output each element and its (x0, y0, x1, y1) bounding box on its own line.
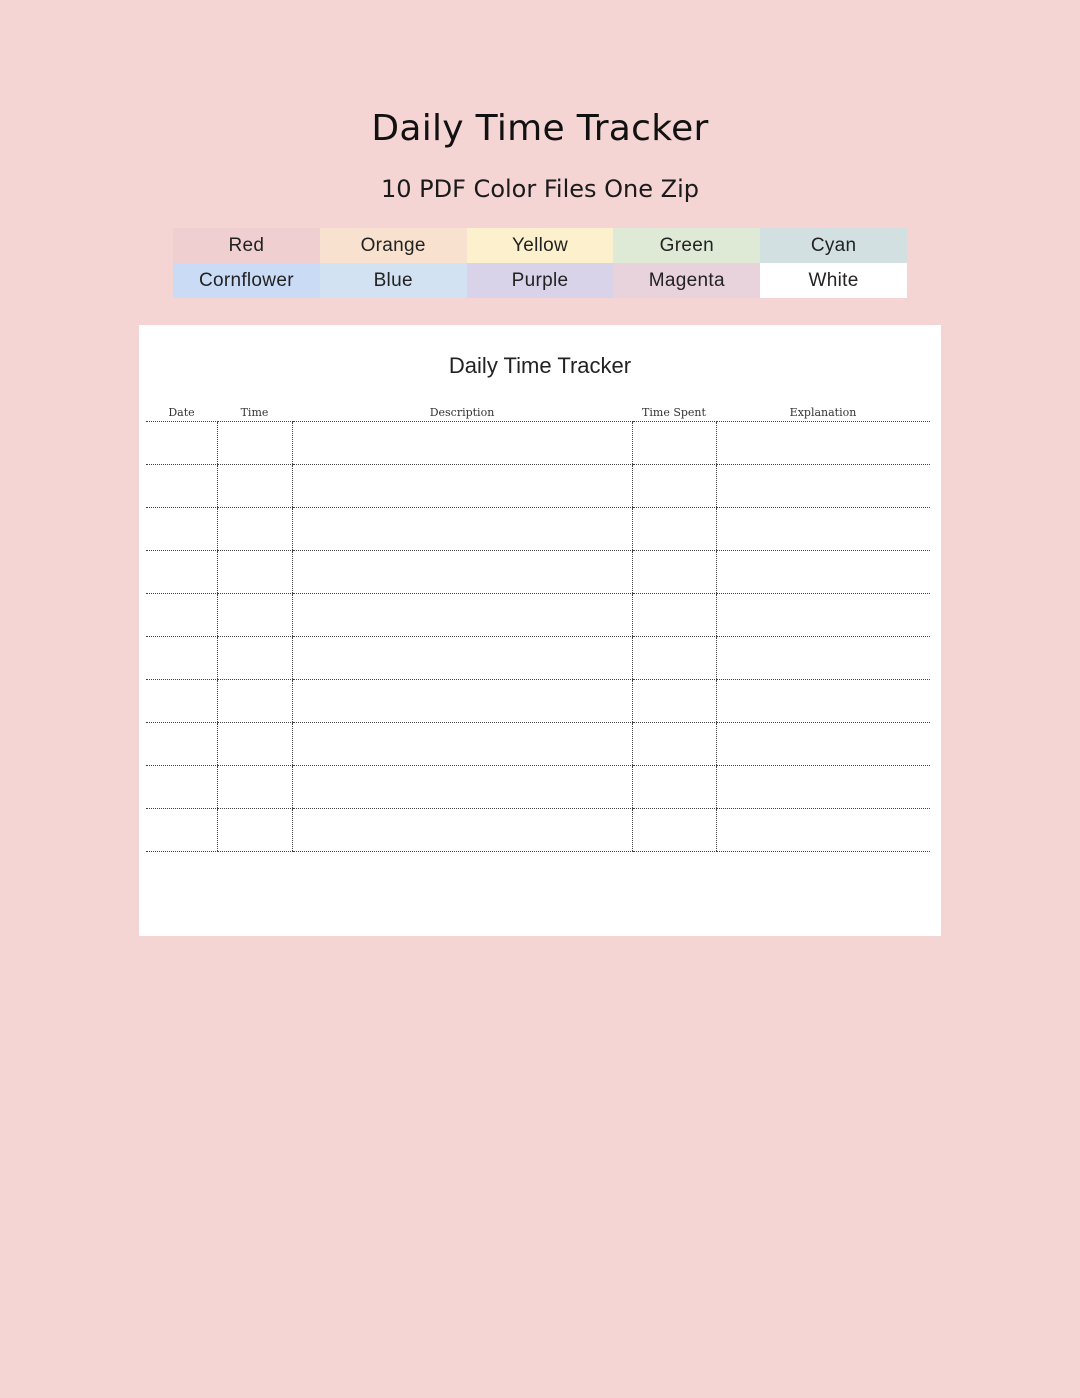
table-cell-time (217, 637, 292, 680)
table-cell-description (292, 809, 632, 852)
table-cell-description (292, 594, 632, 637)
color-swatch-grid (173, 228, 907, 298)
column-header-time-spent: Time Spent (632, 399, 716, 422)
table-cell-description (292, 508, 632, 551)
swatch-purple: Purple (467, 263, 614, 298)
swatch-red: Red (173, 228, 320, 263)
table-cell-time (217, 465, 292, 508)
table-cell-date (146, 809, 217, 852)
table-cell-time (217, 594, 292, 637)
table-cell-date (146, 594, 217, 637)
tracker-table (146, 399, 930, 852)
swatch-blue: Blue (320, 263, 467, 298)
table-cell-time (217, 809, 292, 852)
table-row (146, 465, 930, 508)
table-cell-time (217, 766, 292, 809)
table-cell-explanation (716, 465, 930, 508)
table-cell-explanation (716, 551, 930, 594)
column-header-date: Date (146, 399, 217, 422)
table-cell-description (292, 680, 632, 723)
table-cell-explanation (716, 766, 930, 809)
table-cell-time-spent (632, 723, 716, 766)
table-row (146, 422, 930, 465)
page-title: Daily Time Tracker (371, 108, 709, 149)
table-row (146, 551, 930, 594)
table-cell-explanation (716, 594, 930, 637)
table-body (146, 422, 930, 852)
table-cell-explanation (716, 508, 930, 551)
swatch-yellow: Yellow (467, 228, 614, 263)
table-cell-date (146, 422, 217, 465)
swatch-magenta: Magenta (613, 263, 760, 298)
column-header-description: Description (292, 399, 632, 422)
column-header-time: Time (217, 399, 292, 422)
table-row (146, 766, 930, 809)
table-cell-time (217, 723, 292, 766)
table-cell-time-spent (632, 809, 716, 852)
table-cell-explanation (716, 637, 930, 680)
table-cell-time (217, 680, 292, 723)
table-cell-date (146, 551, 217, 594)
table-cell-time-spent (632, 465, 716, 508)
swatch-cornflower: Cornflower (173, 263, 320, 298)
table-cell-date (146, 680, 217, 723)
table-cell-time-spent (632, 551, 716, 594)
table-cell-description (292, 766, 632, 809)
table-cell-time (217, 508, 292, 551)
table-row (146, 723, 930, 766)
table-cell-explanation (716, 680, 930, 723)
table-cell-description (292, 422, 632, 465)
sheet-title: Daily Time Tracker (448, 353, 632, 378)
table-cell-date (146, 723, 217, 766)
table-cell-description (292, 465, 632, 508)
swatch-green: Green (613, 228, 760, 263)
table-cell-time-spent (632, 508, 716, 551)
table-cell-explanation (716, 422, 930, 465)
table-cell-time-spent (632, 422, 716, 465)
table-header-row (146, 399, 930, 422)
table-cell-time-spent (632, 637, 716, 680)
table-row (146, 809, 930, 852)
table-cell-explanation (716, 809, 930, 852)
table-cell-date (146, 508, 217, 551)
swatch-cyan: Cyan (760, 228, 907, 263)
table-row (146, 594, 930, 637)
table-cell-time (217, 422, 292, 465)
table-cell-description (292, 551, 632, 594)
swatch-white: White (760, 263, 907, 298)
swatch-orange: Orange (320, 228, 467, 263)
table-cell-time-spent (632, 766, 716, 809)
table-row (146, 680, 930, 723)
table-cell-time (217, 551, 292, 594)
tracker-sheet-preview (139, 325, 941, 936)
table-cell-date (146, 637, 217, 680)
table-cell-time-spent (632, 680, 716, 723)
column-header-explanation: Explanation (716, 399, 930, 422)
table-cell-description (292, 723, 632, 766)
table-row (146, 508, 930, 551)
table-cell-date (146, 766, 217, 809)
table-cell-date (146, 465, 217, 508)
page-subtitle: 10 PDF Color Files One Zip (381, 175, 699, 203)
table-cell-explanation (716, 723, 930, 766)
table-cell-description (292, 637, 632, 680)
table-cell-time-spent (632, 594, 716, 637)
table-row (146, 637, 930, 680)
